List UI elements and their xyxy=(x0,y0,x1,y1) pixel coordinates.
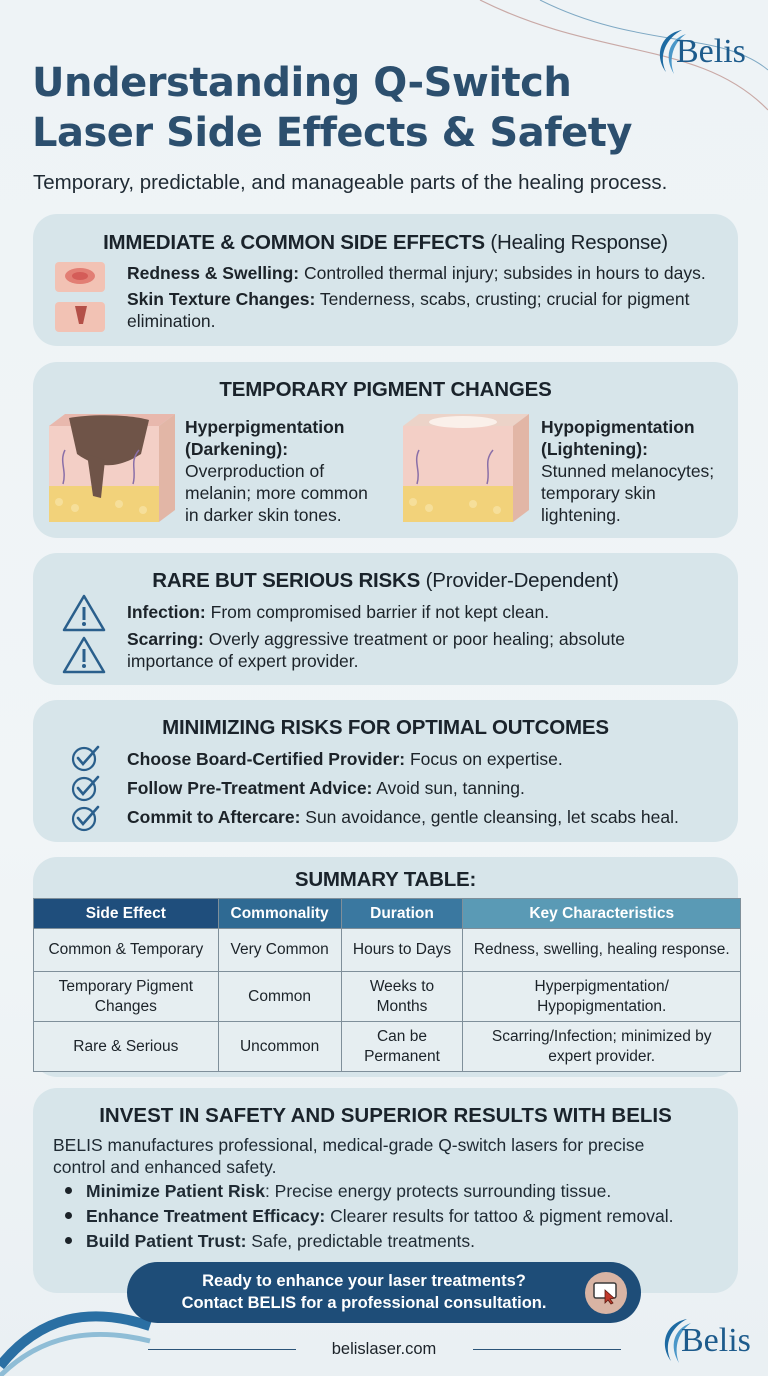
invest-para-2: control and enhanced safety. xyxy=(53,1157,277,1177)
hyper-title xyxy=(185,416,344,460)
logo-text: Belis xyxy=(681,1322,751,1359)
hyperpigmentation-skin-icon xyxy=(49,414,175,522)
summary-table xyxy=(33,898,741,1072)
bullet-icon xyxy=(65,1237,72,1244)
minimize-label-3: Commit to Aftercare: xyxy=(127,807,301,827)
cell-text: Changes xyxy=(94,997,157,1015)
cell-text: Redness, swelling, healing response. xyxy=(473,941,730,958)
scarring-label: Scarring: xyxy=(127,629,204,649)
texture-row xyxy=(127,288,727,332)
cta-line-2: Contact BELIS for a professional consultation. xyxy=(181,1294,547,1312)
invest-para-1: BELIS manufactures professional, medical-grade Q-switch lasers for precise xyxy=(53,1135,645,1155)
table-cell xyxy=(463,972,741,1022)
list-item xyxy=(65,1180,611,1202)
texture-text-2: elimination. xyxy=(127,311,216,331)
footer-website-link[interactable]: belislaser.com xyxy=(331,1340,437,1358)
summary-title: SUMMARY TABLE: xyxy=(294,868,477,891)
minimize-item xyxy=(127,777,727,799)
hypo-desc-2: temporary skin xyxy=(541,483,656,503)
bullet-text: Clearer results for tattoo & pigment removal. xyxy=(325,1206,674,1226)
hypopigmentation-skin-icon xyxy=(403,414,529,522)
warning-icon xyxy=(61,635,107,675)
contact-cta-button[interactable] xyxy=(127,1262,641,1323)
minimize-label-2: Follow Pre-Treatment Advice: xyxy=(127,778,373,798)
table-cell xyxy=(341,929,463,972)
hypo-title-1: Hypopigmentation xyxy=(541,417,695,437)
table-cell xyxy=(34,972,219,1022)
pigment-changes-card xyxy=(33,362,738,538)
redness-row xyxy=(127,262,727,284)
infection-text: From compromised barrier if not kept clean. xyxy=(210,602,550,622)
column-header: Duration xyxy=(341,899,463,929)
click-screen-icon xyxy=(585,1272,627,1314)
rare-risks-card xyxy=(33,553,738,685)
table-cell: Common xyxy=(218,972,341,1022)
scarring-text-2: importance of expert provider. xyxy=(127,651,359,671)
warning-icon xyxy=(61,593,107,633)
cell-text: Hypopigmentation. xyxy=(537,997,667,1015)
table-cell xyxy=(34,929,219,972)
scab-skin-icon xyxy=(55,302,105,332)
list-item xyxy=(65,1230,475,1252)
table-cell xyxy=(341,1022,463,1072)
hyper-desc xyxy=(185,460,368,526)
redness-text: Controlled thermal injury; subsides in hours to days. xyxy=(304,263,706,283)
texture-label: Skin Texture Changes: xyxy=(127,289,316,309)
invest-title: INVEST IN SAFETY AND SUPERIOR RESULTS WITH BELIS xyxy=(99,1104,672,1127)
page-subtitle: Temporary, predictable, and manageable parts of the healing process. xyxy=(33,171,668,194)
cell-text: Hyperpigmentation/ xyxy=(534,977,669,995)
immediate-title-suffix: (Healing Response) xyxy=(490,231,668,254)
minimize-text-1: Focus on expertise. xyxy=(409,749,563,769)
hypo-desc-3: lightening. xyxy=(541,505,621,525)
table-row xyxy=(34,929,741,972)
cell-text: Temporary Pigment xyxy=(58,977,194,995)
cell-text: Can be xyxy=(376,1027,427,1045)
minimize-text-3: Sun avoidance, gentle cleansing, let scabs heal. xyxy=(305,807,679,827)
title-line-1: Understanding Q-Switch xyxy=(32,60,572,106)
bullet-label: Enhance Treatment Efficacy: xyxy=(86,1206,326,1226)
logo-text: Belis xyxy=(676,33,746,70)
bullet-label: Minimize Patient Risk xyxy=(86,1181,265,1201)
rare-title-suffix: (Provider-Dependent) xyxy=(425,569,619,592)
table-row xyxy=(34,1022,741,1072)
bullet-icon xyxy=(65,1212,72,1219)
table-cell xyxy=(463,1022,741,1072)
infection-label: Infection: xyxy=(127,602,206,622)
minimize-item xyxy=(127,806,737,828)
table-cell: Uncommon xyxy=(218,1022,341,1072)
minimize-text-2: Avoid sun, tanning. xyxy=(376,778,525,798)
minimizing-risks-card xyxy=(33,700,738,842)
column-header: Side Effect xyxy=(34,899,219,929)
rare-risks-title xyxy=(33,569,738,593)
hyper-title-1: Hyperpigmentation xyxy=(185,417,345,437)
cell-text: Hours to Days xyxy=(352,941,452,958)
immediate-effects-title xyxy=(33,231,738,255)
title-line-2: Laser Side Effects & Safety xyxy=(32,110,632,156)
cell-text: Common & Temporary xyxy=(48,941,204,958)
pigment-changes-title: TEMPORARY PIGMENT CHANGES xyxy=(219,378,552,401)
texture-text: Tenderness, scabs, crusting; crucial for pigment xyxy=(319,289,690,309)
belis-logo xyxy=(657,1315,751,1367)
hypo-desc-1: Stunned melanocytes; xyxy=(541,461,715,481)
bullet-icon xyxy=(65,1187,72,1194)
minimize-item xyxy=(127,748,727,770)
minimize-label-1: Choose Board-Certified Provider: xyxy=(127,749,406,769)
table-cell: Very Common xyxy=(218,929,341,972)
hypo-title-2: (Lightening): xyxy=(541,439,648,459)
hyper-desc-3: in darker skin tones. xyxy=(185,505,342,525)
hyper-desc-1: Overproduction of xyxy=(185,461,325,481)
table-cell xyxy=(341,972,463,1022)
cell-text: Rare & Serious xyxy=(73,1037,179,1055)
cell-text: Scarring/Infection; minimized by xyxy=(491,1027,712,1045)
table-cell xyxy=(34,1022,219,1072)
checkmark-circle-icon xyxy=(71,804,101,832)
scarring-row xyxy=(127,628,727,672)
checkmark-circle-icon xyxy=(71,774,101,802)
immediate-title-main: IMMEDIATE & COMMON SIDE EFFECTS xyxy=(103,231,485,254)
hyper-desc-2: melanin; more common xyxy=(185,483,368,503)
hypo-title xyxy=(541,416,695,460)
cell-text: Weeks to xyxy=(369,977,435,995)
hypo-desc xyxy=(541,460,714,526)
cell-text: expert provider. xyxy=(548,1047,656,1065)
checkmark-circle-icon xyxy=(71,744,101,772)
bullet-label: Build Patient Trust: xyxy=(86,1231,247,1251)
immediate-effects-card xyxy=(33,214,738,346)
footer-divider xyxy=(473,1349,621,1350)
table-cell xyxy=(463,929,741,972)
minimizing-risks-title: MINIMIZING RISKS FOR OPTIMAL OUTCOMES xyxy=(162,716,609,739)
cta-line-1: Ready to enhance your laser treatments? xyxy=(202,1272,526,1290)
bullet-text: Safe, predictable treatments. xyxy=(246,1231,476,1251)
table-row xyxy=(34,972,741,1022)
table-header-row xyxy=(34,899,741,929)
invest-paragraph xyxy=(53,1134,723,1178)
cell-text: Permanent xyxy=(364,1047,440,1065)
list-item xyxy=(65,1205,673,1227)
rare-title-main: RARE BUT SERIOUS RISKS xyxy=(152,569,421,592)
column-header: Commonality xyxy=(218,899,341,929)
redness-label: Redness & Swelling: xyxy=(127,263,300,283)
column-header: Key Characteristics xyxy=(463,899,741,929)
cell-text: Months xyxy=(376,997,428,1015)
redness-skin-icon xyxy=(55,262,105,292)
page-title xyxy=(32,58,672,158)
scarring-text: Overly aggressive treatment or poor healing; absolute xyxy=(208,629,626,649)
bullet-text: : Precise energy protects surrounding tissue. xyxy=(264,1181,612,1201)
infection-row xyxy=(127,601,727,623)
hyper-title-2: (Darkening): xyxy=(185,439,289,459)
